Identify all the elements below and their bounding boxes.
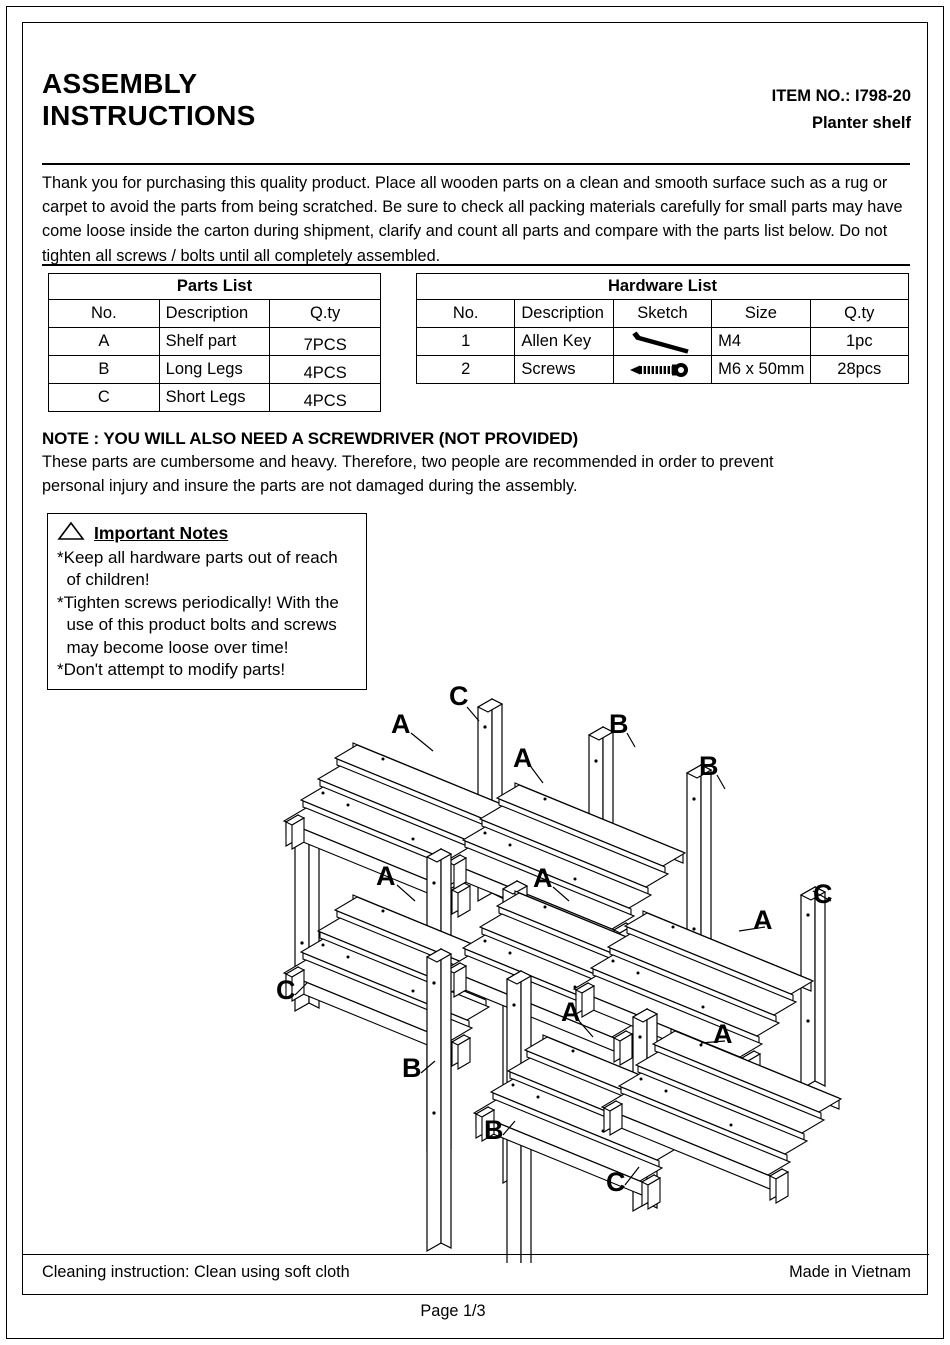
- hardware-col-sketch: Sketch: [613, 300, 711, 328]
- callout-label-A: A: [533, 863, 553, 893]
- screw-icon: [613, 356, 711, 384]
- hardware-row-0-description: Allen Key: [515, 328, 613, 356]
- note-body-line-2: personal injury and insure the parts are not damaged during the assembly.: [42, 477, 578, 495]
- introduction-paragraph: Thank you for purchasing this quality product. Place all wooden parts on a clean and smooth surface such as a rug or carpet to avoid the parts from being scratched. Be sure to check all packing materials carefully for small parts may have come loose inside the carton during shipment, clarify and count all parts and compare with the parts list below. Do not tighten all screws / bolts until all completely assembled.: [42, 174, 903, 265]
- hardware-col-no: No.: [417, 300, 515, 328]
- parts-row-0-qty: 7PCS: [270, 328, 381, 356]
- hardware-list-table: [416, 273, 909, 384]
- important-notes-line-1: of children!: [57, 570, 150, 590]
- important-notes-line-2: *Tighten screws periodically! With the: [57, 592, 339, 612]
- parts-list-table: [48, 273, 381, 412]
- callout-label-A: A: [513, 743, 533, 773]
- hardware-list-header-row: [417, 300, 909, 328]
- callout-label-C: C: [449, 681, 469, 711]
- parts-row-0-description: Shelf part: [159, 328, 270, 356]
- important-notes-header: [57, 521, 358, 546]
- callout-label-C: C: [276, 975, 296, 1005]
- allen-key-icon: [613, 328, 711, 356]
- hardware-col-size: Size: [712, 300, 810, 328]
- important-notes-line-3: use of this product bolts and screws: [57, 615, 337, 635]
- hardware-row-0-no: 1: [417, 328, 515, 356]
- parts-row-1-qty: 4PCS: [270, 356, 381, 384]
- hardware-list-title: Hardware List: [417, 274, 909, 300]
- callout-label-C: C: [813, 879, 833, 909]
- callout-label-B: B: [402, 1053, 422, 1083]
- note-heading: NOTE : YOU WILL ALSO NEED A SCREWDRIVER (NOT PROVIDED): [42, 429, 579, 448]
- table-row: [49, 356, 381, 384]
- header-divider-rule: [42, 163, 910, 165]
- important-notes-line-5: *Don't attempt to modify parts!: [57, 660, 286, 680]
- item-number: ITEM NO.: I798-20: [771, 87, 911, 105]
- document-footer: [23, 1254, 929, 1294]
- hardware-list-title-row: [417, 274, 909, 300]
- origin-label: Made in Vietnam: [789, 1263, 911, 1281]
- callout-label-C: C: [606, 1167, 626, 1197]
- callout-label-A: A: [391, 709, 411, 739]
- hardware-row-1-size: M6 x 50mm: [712, 356, 810, 384]
- parts-row-0-no: A: [49, 328, 160, 356]
- callout-label-A: A: [376, 861, 396, 891]
- table-row: [417, 328, 909, 356]
- important-notes-line-4: may become loose over time!: [57, 637, 289, 657]
- hardware-col-qty: Q.ty: [810, 300, 908, 328]
- parts-row-1-no: B: [49, 356, 160, 384]
- callout-label-A: A: [713, 1019, 733, 1049]
- table-row: [417, 356, 909, 384]
- parts-list-title: Parts List: [49, 274, 381, 300]
- assembly-diagram: [23, 643, 929, 1263]
- hardware-row-1-no: 2: [417, 356, 515, 384]
- parts-col-no: No.: [49, 300, 160, 328]
- product-name: Planter shelf: [811, 114, 911, 132]
- callout-label-B: B: [609, 709, 629, 739]
- page-title: [42, 68, 256, 132]
- hardware-row-0-qty: 1pc: [810, 328, 908, 356]
- table-row: [49, 384, 381, 412]
- parts-row-2-qty: 4PCS: [270, 384, 381, 412]
- hardware-list-section: [416, 273, 909, 384]
- hardware-row-1-qty: 28pcs: [810, 356, 908, 384]
- important-notes-title: Important Notes: [94, 523, 229, 543]
- intro-divider-rule: [42, 264, 910, 266]
- callout-label-B: B: [699, 751, 719, 781]
- parts-row-2-description: Short Legs: [159, 384, 270, 412]
- parts-row-2-no: C: [49, 384, 160, 412]
- document-header: [23, 23, 929, 141]
- warning-triangle-icon: [57, 521, 85, 546]
- hardware-row-1-description: Screws: [515, 356, 613, 384]
- title-line-1: ASSEMBLY: [42, 68, 198, 99]
- cleaning-instruction: Cleaning instruction: Clean using soft cloth: [42, 1263, 350, 1281]
- table-row: [49, 328, 381, 356]
- screwdriver-note: [42, 429, 914, 498]
- parts-row-1-description: Long Legs: [159, 356, 270, 384]
- title-line-2: INSTRUCTIONS: [42, 100, 256, 131]
- callout-label-B: B: [484, 1115, 504, 1145]
- hardware-col-description: Description: [515, 300, 613, 328]
- hardware-row-0-size: M4: [712, 328, 810, 356]
- callout-label-A: A: [561, 997, 581, 1027]
- parts-list-section: [48, 273, 381, 412]
- parts-col-qty: Q.ty: [270, 300, 381, 328]
- important-notes-line-0: *Keep all hardware parts out of reach: [57, 548, 338, 567]
- callout-label-A: A: [753, 905, 773, 935]
- parts-col-description: Description: [159, 300, 270, 328]
- long-leg-lower-left: [427, 949, 451, 1251]
- note-body: [42, 450, 914, 498]
- parts-list-header-row: [49, 300, 381, 328]
- assembly-diagram-svg: [23, 643, 929, 1263]
- parts-list-title-row: [49, 274, 381, 300]
- page-number: Page 1/3: [420, 1302, 486, 1320]
- page-inner-frame: [22, 22, 928, 1295]
- note-body-line-1: These parts are cumbersome and heavy. Therefore, two people are recommended in order to prevent: [42, 453, 774, 471]
- product-identification: [772, 83, 911, 137]
